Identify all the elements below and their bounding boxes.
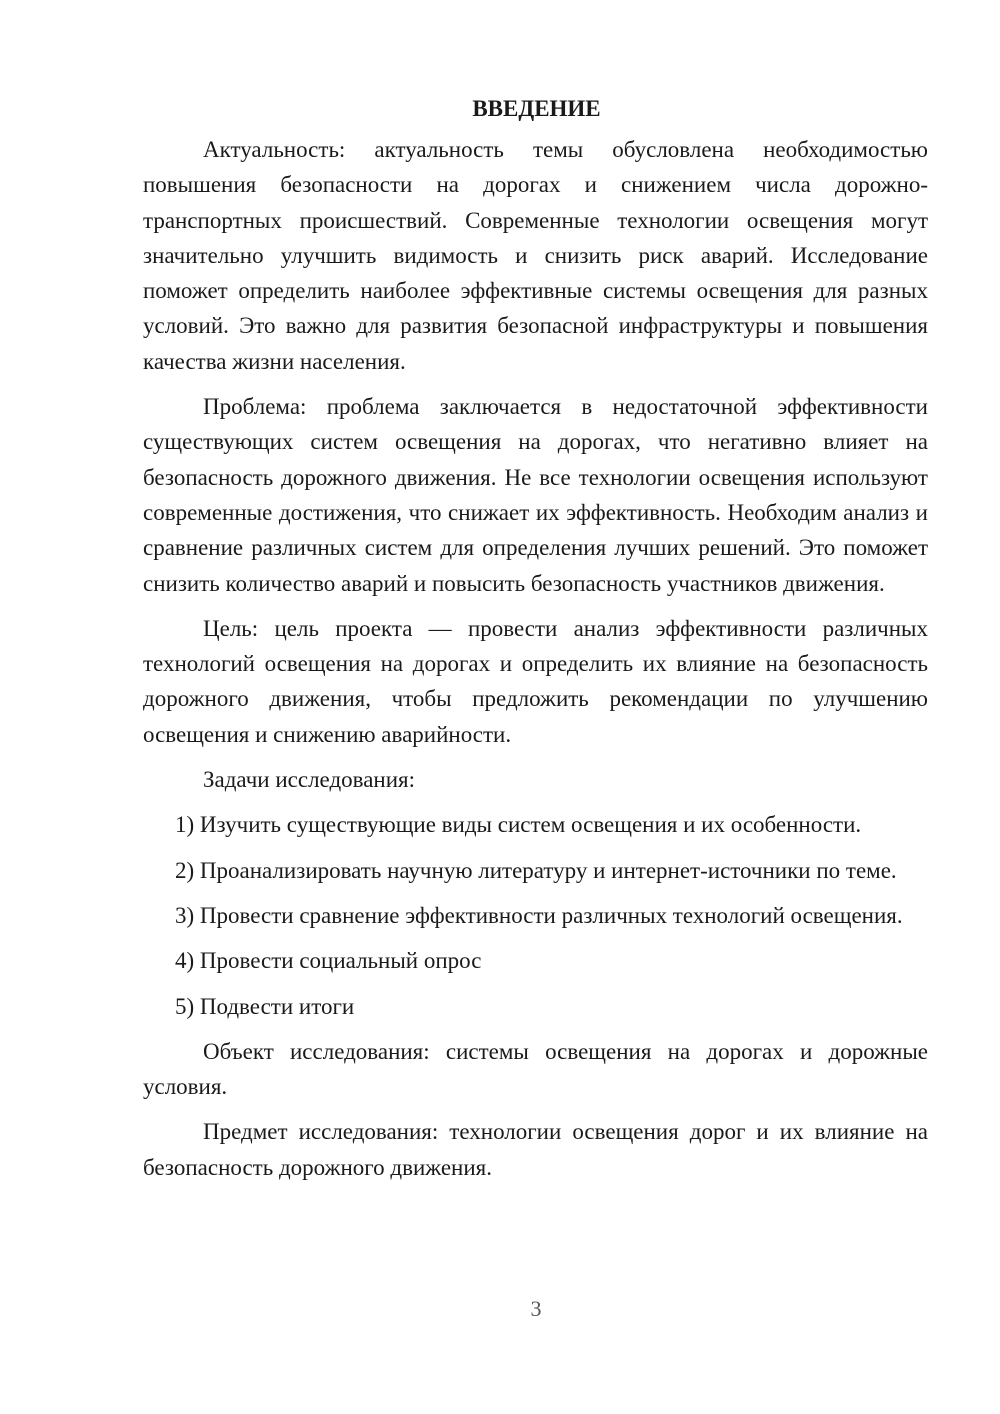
task-item: 4) Провести социальный опрос [175,948,482,974]
task-item: 1) Изучить существующие виды систем освещения и их особенности. [175,812,862,838]
paragraph-object: Объект исследования: системы освещения на дорогах и дорожные условия. [143,1038,928,1100]
section-title: ВВЕДЕНИЕ [472,96,601,121]
task-item: 2) Проанализировать научную литературу и интернет-источники по теме. [175,857,897,883]
paragraph-problem: Проблема: проблема заключается в недостаточной эффективности существующих систем освещения на дорогах, что негативно влияет на безопасность дорожного движения. Не все технологии освещения используют современные достижения, что снижает их эффективность. Необходим анализ и сравнение различных систем для определения лучших решений. Это поможет снизить количество аварий и повысить безопасность участников движения. [143,394,928,596]
task-item: 3) Провести сравнение эффективности различных технологий освещения. [175,902,903,928]
tasks-heading: Задачи исследования: [203,767,416,793]
page-number: 3 [530,1296,542,1321]
task-item: 5) Подвести итоги [175,993,355,1019]
paragraph-goal: Цель: цель проекта — провести анализ эффективности различных технологий освещения на дорогах и определить их влияние на безопасность дорожного движения, чтобы предложить рекомендации по улучшению освещения и снижению аварийности. [143,615,928,747]
paragraph-relevance: Актуальность: актуальность темы обусловлена необходимостью повышения безопасности на дорогах и снижением числа дорожно-транспортных происшествий. Современные технологии освещения могут значительно улучшить видимость и снизить риск аварий. Исследование поможет определить наиболее эффективные системы освещения для разных условий. Это важно для развития безопасной инфраструктуры и повышения качества жизни населения. [143,137,928,374]
paragraph-subject: Предмет исследования: технологии освещения дорог и их влияние на безопасность дорожного движения. [143,1119,928,1180]
document-page [143,92,928,1195]
